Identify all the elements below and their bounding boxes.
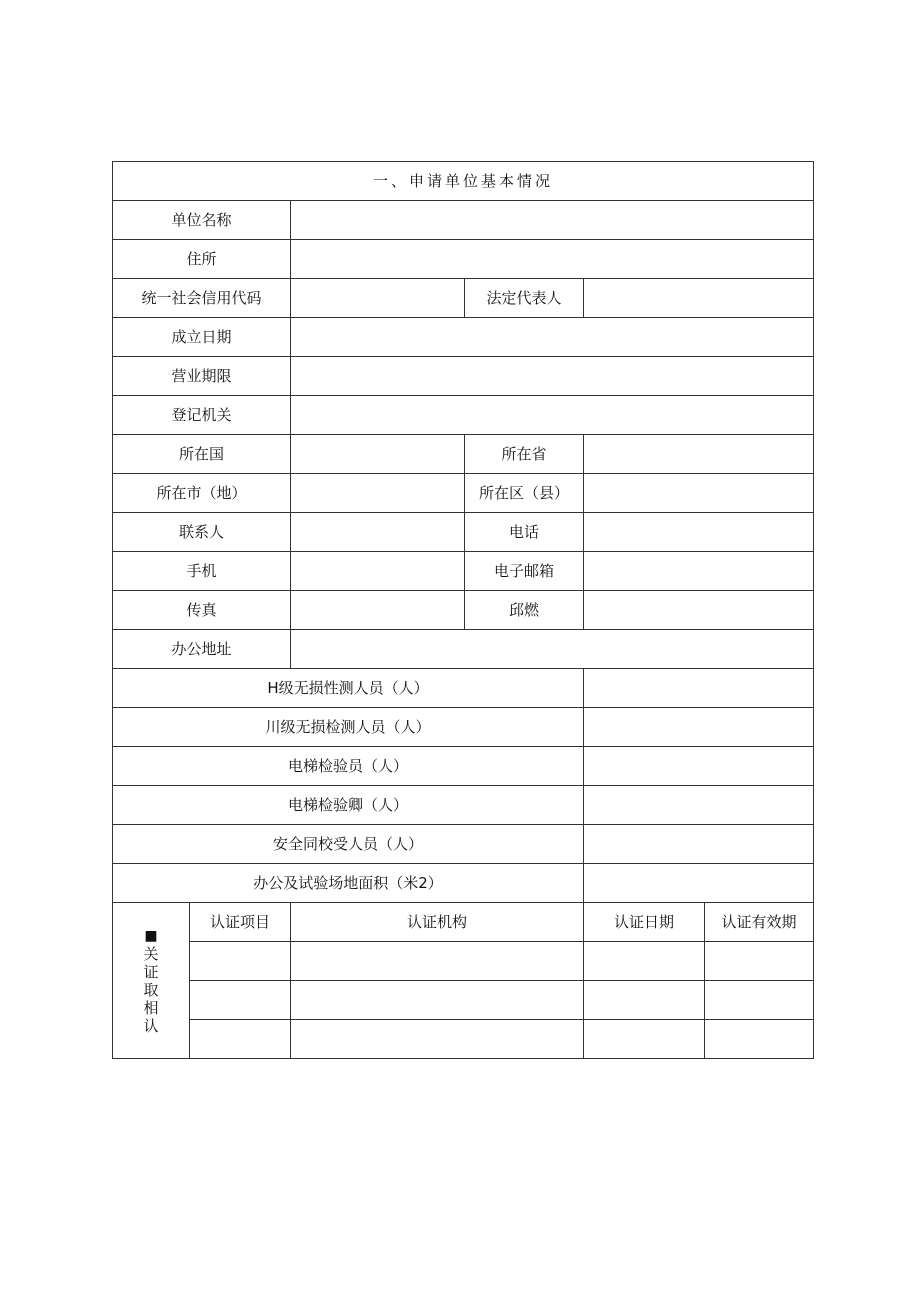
business-term-label: 营业期限	[113, 357, 291, 396]
office-area-label: 办公及试验场地面积（米2）	[113, 864, 584, 903]
side-char: 相	[143, 998, 159, 1017]
elevator-examiners-label: 电梯检验卿（人）	[113, 786, 584, 825]
side-char: 证	[143, 962, 159, 981]
cert-item-field[interactable]	[190, 942, 291, 981]
cert-date-field[interactable]	[584, 981, 705, 1020]
application-form-table	[112, 161, 814, 1059]
office-area-field[interactable]	[584, 864, 814, 903]
cert-header-org: 认证机构	[291, 903, 584, 942]
phone-label: 电话	[465, 513, 584, 552]
country-field[interactable]	[291, 435, 465, 474]
level2-staff-field[interactable]	[584, 669, 814, 708]
province-field[interactable]	[584, 435, 814, 474]
fax-field[interactable]	[291, 591, 465, 630]
cert-date-field[interactable]	[584, 1020, 705, 1059]
phone-field[interactable]	[584, 513, 814, 552]
unit-name-field[interactable]	[291, 201, 814, 240]
district-field[interactable]	[584, 474, 814, 513]
cert-validity-field[interactable]	[705, 942, 814, 981]
office-address-label: 办公地址	[113, 630, 291, 669]
postcode-label: 邱燃	[465, 591, 584, 630]
contact-label: 联系人	[113, 513, 291, 552]
office-address-field[interactable]	[291, 630, 814, 669]
fax-label: 传真	[113, 591, 291, 630]
address-field[interactable]	[291, 240, 814, 279]
cert-item-field[interactable]	[190, 1020, 291, 1059]
cert-row	[113, 981, 814, 1020]
level3-staff-field[interactable]	[584, 708, 814, 747]
cert-date-field[interactable]	[584, 942, 705, 981]
province-label: 所在省	[465, 435, 584, 474]
city-label: 所在市（地）	[113, 474, 291, 513]
form-title: 一、申请单位基本情况	[113, 162, 814, 201]
cert-org-field[interactable]	[291, 1020, 584, 1059]
cert-item-field[interactable]	[190, 981, 291, 1020]
mobile-label: 手机	[113, 552, 291, 591]
unit-name-label: 单位名称	[113, 201, 291, 240]
city-field[interactable]	[291, 474, 465, 513]
email-field[interactable]	[584, 552, 814, 591]
business-term-field[interactable]	[291, 357, 814, 396]
founded-label: 成立日期	[113, 318, 291, 357]
level2-staff-label: H级无损性测人员（人）	[113, 669, 584, 708]
cert-header-date: 认证日期	[584, 903, 705, 942]
credit-code-field[interactable]	[291, 279, 465, 318]
level3-staff-label: 川级无损检测人员（人）	[113, 708, 584, 747]
square-mark-icon: ■	[144, 927, 158, 944]
safety-staff-label: 安全同校受人员（人）	[113, 825, 584, 864]
safety-staff-field[interactable]	[584, 825, 814, 864]
elevator-inspectors-field[interactable]	[584, 747, 814, 786]
founded-field[interactable]	[291, 318, 814, 357]
district-label: 所在区（县）	[465, 474, 584, 513]
reg-authority-field[interactable]	[291, 396, 814, 435]
cert-header-item: 认证项目	[190, 903, 291, 942]
elevator-inspectors-label: 电梯检验员（人）	[113, 747, 584, 786]
elevator-examiners-field[interactable]	[584, 786, 814, 825]
cert-org-field[interactable]	[291, 981, 584, 1020]
cert-header-validity: 认证有效期	[705, 903, 814, 942]
side-char: 认	[143, 1016, 159, 1035]
cert-validity-field[interactable]	[705, 1020, 814, 1059]
cert-row	[113, 1020, 814, 1059]
cert-validity-field[interactable]	[705, 981, 814, 1020]
legal-rep-label: 法定代表人	[465, 279, 584, 318]
cert-org-field[interactable]	[291, 942, 584, 981]
cert-row	[113, 942, 814, 981]
cert-side-label	[113, 903, 190, 1059]
postcode-field[interactable]	[584, 591, 814, 630]
address-label: 住所	[113, 240, 291, 279]
reg-authority-label: 登记机关	[113, 396, 291, 435]
side-char: 取	[143, 980, 159, 999]
email-label: 电子邮箱	[465, 552, 584, 591]
country-label: 所在国	[113, 435, 291, 474]
legal-rep-field[interactable]	[584, 279, 814, 318]
credit-code-label: 统一社会信用代码	[113, 279, 291, 318]
side-char: 关	[143, 944, 159, 963]
mobile-field[interactable]	[291, 552, 465, 591]
contact-field[interactable]	[291, 513, 465, 552]
